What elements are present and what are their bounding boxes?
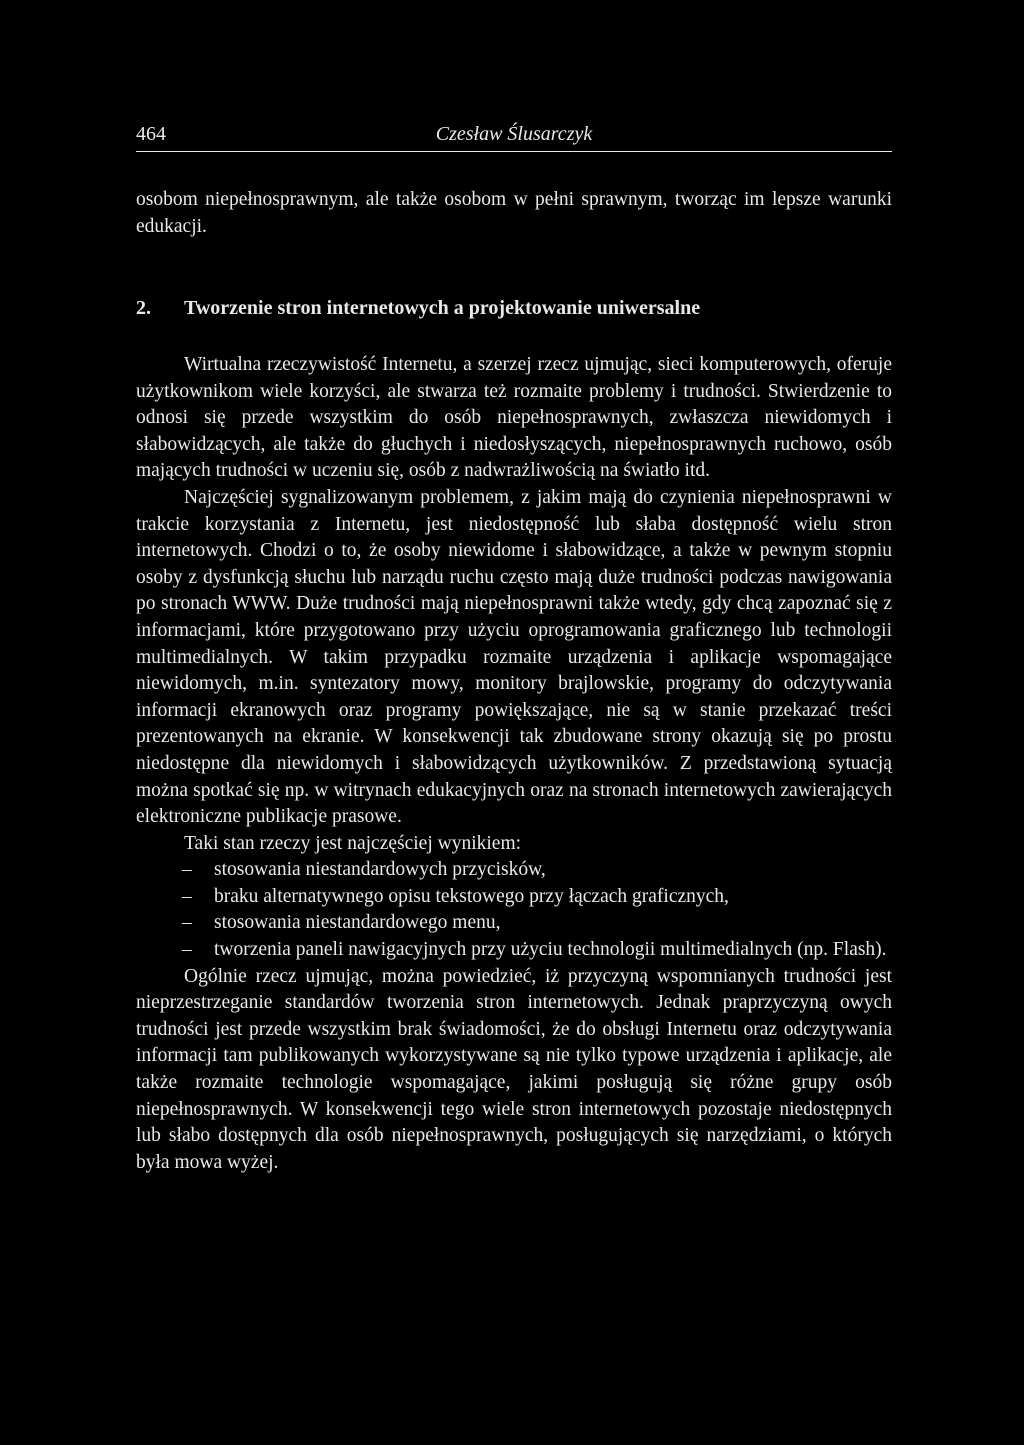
intro-paragraph: osobom niepełnosprawnym, ale także osobom w pełni sprawnym, tworząc im lepsze warunki edukacji. — [136, 189, 892, 237]
paragraph-2: Najczęściej sygnalizowanym problemem, z jakim mają do czynienia niepełnosprawni w trakcie korzystania z Internetu, jest niedostępność lub słaba dostępność wielu stron internetowych. Chodzi o to, że osoby niewidome i słabowidzące, a także w pewnym stopniu osoby z dysfunkcją słuchu lub narządu ruchu często mają duże trudności podczas nawigowania po stronach WWW. Duże trudności mają niepełnosprawni także wtedy, gdy chcą zapoznać się z informacjami, które przygotowano przy użyciu oprogramowania graficznego lub technologii multimedialnych. W takim przypadku rozmaite urządzenia i aplikacje wspomagające niewidomych, m.in. syntezatory mowy, monitory brajlowskie, programy do odczytywania informacji ekranowych oraz programy powiększające, nie są w stanie przekazać treści prezentowanych na ekranie. W konsekwencji tak zbudowane strony okazują się po prostu niedostępne dla niewidomych i słabowidzących użytkowników. Z przedstawioną sytuacją można spotkać się np. w witrynach edukacyjnych oraz na stronach internetowych zawierających elektroniczne publikacje prasowe. — [136, 486, 892, 828]
page-number: 464 — [136, 123, 166, 145]
list-item — [136, 857, 892, 884]
section-heading — [136, 297, 892, 320]
cause-list — [136, 857, 892, 963]
list-item — [136, 910, 892, 937]
list-item-text: braku alternatywnego opisu tekstowego przy łączach graficznych, — [214, 885, 729, 907]
paragraph-3: Taki stan rzeczy jest najczęściej wynikiem: — [184, 832, 522, 854]
list-dash: – — [182, 912, 192, 934]
section-body — [136, 352, 892, 1176]
section-title: Tworzenie stron internetowych a projektowanie uniwersalne — [184, 297, 701, 319]
list-item-text: stosowania niestandardowych przycisków, — [214, 859, 546, 881]
list-item — [136, 937, 892, 964]
section-number: 2. — [136, 297, 151, 319]
running-header — [136, 121, 892, 152]
list-item — [136, 884, 892, 911]
paragraph-1: Wirtualna rzeczywistość Internetu, a szerzej rzecz ujmując, sieci komputerowych, oferuje użytkownikom wiele korzyści, ale stwarza też rozmaite problemy i trudności. Stwierdzenie to odnosi się przede wszystkim do osób niepełnosprawnych, zwłaszcza niewidomych i słabowidzących, ale także do głuchych i niedosłyszących, niepełnosprawnych ruchowo, osób mających trudności w uczeniu się, osób z nadwrażliwością na światło itd. — [136, 354, 892, 482]
list-item-text: stosowania niestandardowego menu, — [214, 912, 501, 934]
header-author: Czesław Ślusarczyk — [435, 123, 593, 145]
list-dash: – — [182, 939, 192, 961]
list-dash: – — [182, 885, 192, 907]
closing-paragraph: Ogólnie rzecz ujmując, można powiedzieć, iż przyczyną wspomnianych trudności jest nieprzestrzeganie standardów tworzenia stron internetowych. Jednak praprzyczyną owych trudności jest przede wszystkim brak świadomości, że do obsługi Internetu oraz odczytywania informacji tam publikowanych wykorzystywane są nie tylko typowe urządzenia i aplikacje, ale także rozmaite technologie wspomagające, jakimi posługują się różne grupy osób niepełnosprawnych. W konsekwencji tego wiele stron internetowych pozostaje niedostępnych lub słabo dostępnych dla osób niepełnosprawnych, posługujących się narzędziami, o których była mowa wyżej. — [136, 965, 892, 1173]
list-item-text: tworzenia paneli nawigacyjnych przy użyciu technologii multimedialnych (np. Flash). — [214, 939, 887, 961]
list-dash: – — [182, 859, 192, 881]
